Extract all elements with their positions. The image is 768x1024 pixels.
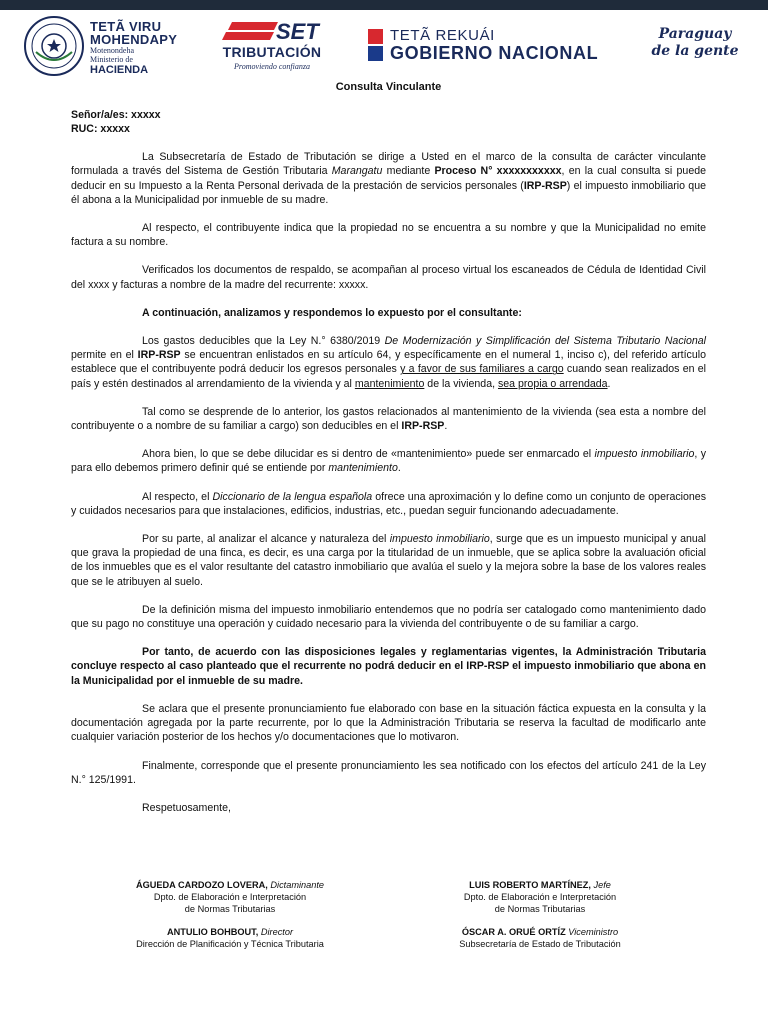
gobierno-line2: GOBIERNO NACIONAL [390,43,599,63]
paragraph-13: Finalmente, corresponde que el presente pronunciamiento les sea notificado con los efectos del artículo 241 de la Ley N.° 125/1991. [71,759,706,786]
paragraph-4: A continuación, analizamos y respondemos lo expuesto por el consultante: [142,306,522,319]
paragraph-8: Al respecto, el Diccionario de la lengua española ofrece una aproximación y lo define como un conjunto de operaciones y cuidados necesarios para que instalaciones, edificios, industrias, etc., puedan seguir funcionando adecuadamente. [71,490,706,517]
paragraph-3: Verificados los documentos de respaldo, se acompañan al proceso virtual los escaneados de Cédula de Identidad Civil del xxxx y facturas a nombre de la madre del recurrente: xxxxx. [71,264,706,291]
addressee: Señor/a/es: xxxxx [71,109,161,122]
top-bar [0,0,768,10]
hacienda-line3: Motenondeha [90,46,134,55]
set-logo-text: SET [276,20,319,42]
paragraph-10: De la definición misma del impuesto inmobiliario entendemos que no podría ser catalogado como mantenimiento dado que su pago no constituye una operación y cuidado necesario para la vivienda del contribuyente o de su familiar a cargo. [71,603,706,631]
paragraph-6: Tal como se desprende de lo anterior, los gastos relacionados al mantenimiento de la vivienda (sea esta a nombre del contribuyente o a nombre de su familiar a cargo) son deducibles en el IRP-RSP. [71,405,706,433]
paragraph-1: La Subsecretaría de Estado de Tributación se dirige a Usted en el marco de la consulta de carácter vinculante formulada a través del Sistema de Gestión Tributaria Marangatu mediante Proceso N° xxxxxxxxxxx, en la cual consulta si puede deducir en su Impuesto a la Renta Personal derivada de la prestación de servicios personales (IRP-RSP) el impuesto inmobiliario que él abona a la Municipalidad por inmueble de su madre. [71,151,706,206]
signer-name: LUIS ROBERTO MARTÍNEZ, [469,880,591,890]
paragraph-2: Al respecto, el contribuyente indica que la propiedad no se encuentra a su nombre y que la Municipalidad no emite factura a su nombre. [71,222,706,249]
paragraph-5: Los gastos deducibles que la Ley N.° 6380/2019 De Modernización y Simplificación del Sistema Tributario Nacional permite en el IRP-RSP se encuentran enlistados en su artículo 64, y específicamente en el numeral 1, inciso c), del referido artículo establece que el contribuyente podrá deducir los egresos personales y a favor de sus familiares a cargo cuando sean realizados en el país y estén destinados al arrendamiento de la vivienda y al mantenimiento de la vivienda, sea propia o arrendada. [71,335,706,390]
hacienda-line2: MOHENDAPY [90,32,178,47]
signer-name: ÁGUEDA CARDOZO LOVERA, [135,880,268,890]
signature-block: ÓSCAR A. ORUÉ ORTÍZ Viceministro Subsecretaría de Estado de Tributación [459,927,621,949]
paraguay-line2: de la gente [651,43,739,59]
closing: Respetuosamente, [142,801,231,814]
paragraph-12: Se aclara que el presente pronunciamiento fue elaborado con base en la situación fáctica expuesta en la consulta y la documentación agregada por la parte recurrente, por lo que la Administración Tributaria se reserva la facultad de modificarlo ante cualquier variación posterior de los hechos y/o documentaciones que lo motivaron. [71,702,706,744]
set-title: TRIBUTACIÓN [222,44,322,60]
national-seal-icon [24,16,84,76]
document-body [71,80,706,815]
signature-block: LUIS ROBERTO MARTÍNEZ, Jefe Dpto. de Elaboración e Interpretación de Normas Tributarias [463,880,617,914]
signer-name: ANTULIO BOHBOUT, [166,927,259,937]
paraguay-line1: Paraguay [658,26,732,42]
signature-block: ÁGUEDA CARDOZO LOVERA, Dictaminante Dpto. de Elaboración e Interpretación de Normas Tributarias [135,880,325,914]
header-logos [0,10,768,78]
hacienda-line1: TETÃ VIRU [90,19,162,34]
signer-name: ÓSCAR A. ORUÉ ORTÍZ [461,927,566,937]
paragraph-11: Por tanto, de acuerdo con las disposiciones legales y reglamentarias vigentes, la Administración Tributaria concluye respecto al caso planteado que el recurrente no podrá deducir en el IRP-RSP el impuesto inmobiliario que abona en la Municipalidad por el inmueble de su madre. [71,646,706,687]
paraguay-logo [640,26,750,60]
hacienda-line4: Ministerio de [90,55,133,64]
ruc: RUC: xxxxx [71,123,130,136]
document-title: Consulta Vinculante [335,81,442,93]
hacienda-line5: HACIENDA [90,64,149,76]
set-subtitle: Promoviendo confianza [234,62,310,71]
hacienda-logo [90,20,205,76]
gobierno-line1: TETÃ REKUÁI [390,27,495,44]
paragraph-7: Ahora bien, lo que se debe dilucidar es si dentro de «mantenimiento» puede ser enmarcado el impuesto inmobiliario, y para ello debemos primero definir qué se entiende por mantenimiento. [71,448,707,475]
paragraph-9: Por su parte, al analizar el alcance y naturaleza del impuesto inmobiliario, surge que es un impuesto municipal y anual que grava la propiedad de una finca, es decir, es una carga por la titularidad de un inmueble, que se aplica sobre la avaluación oficial de los inmuebles que es el valor resultante del catastro inmobiliario que avalúa el suelo y la mejora sobre la base de los valores reales que se le atribuyen al suelo. [71,533,706,588]
flag-icon [368,29,383,61]
signature-block: ANTULIO BOHBOUT, Director Dirección de Planificación y Técnica Tributaria [136,927,324,949]
set-logo [218,20,328,42]
